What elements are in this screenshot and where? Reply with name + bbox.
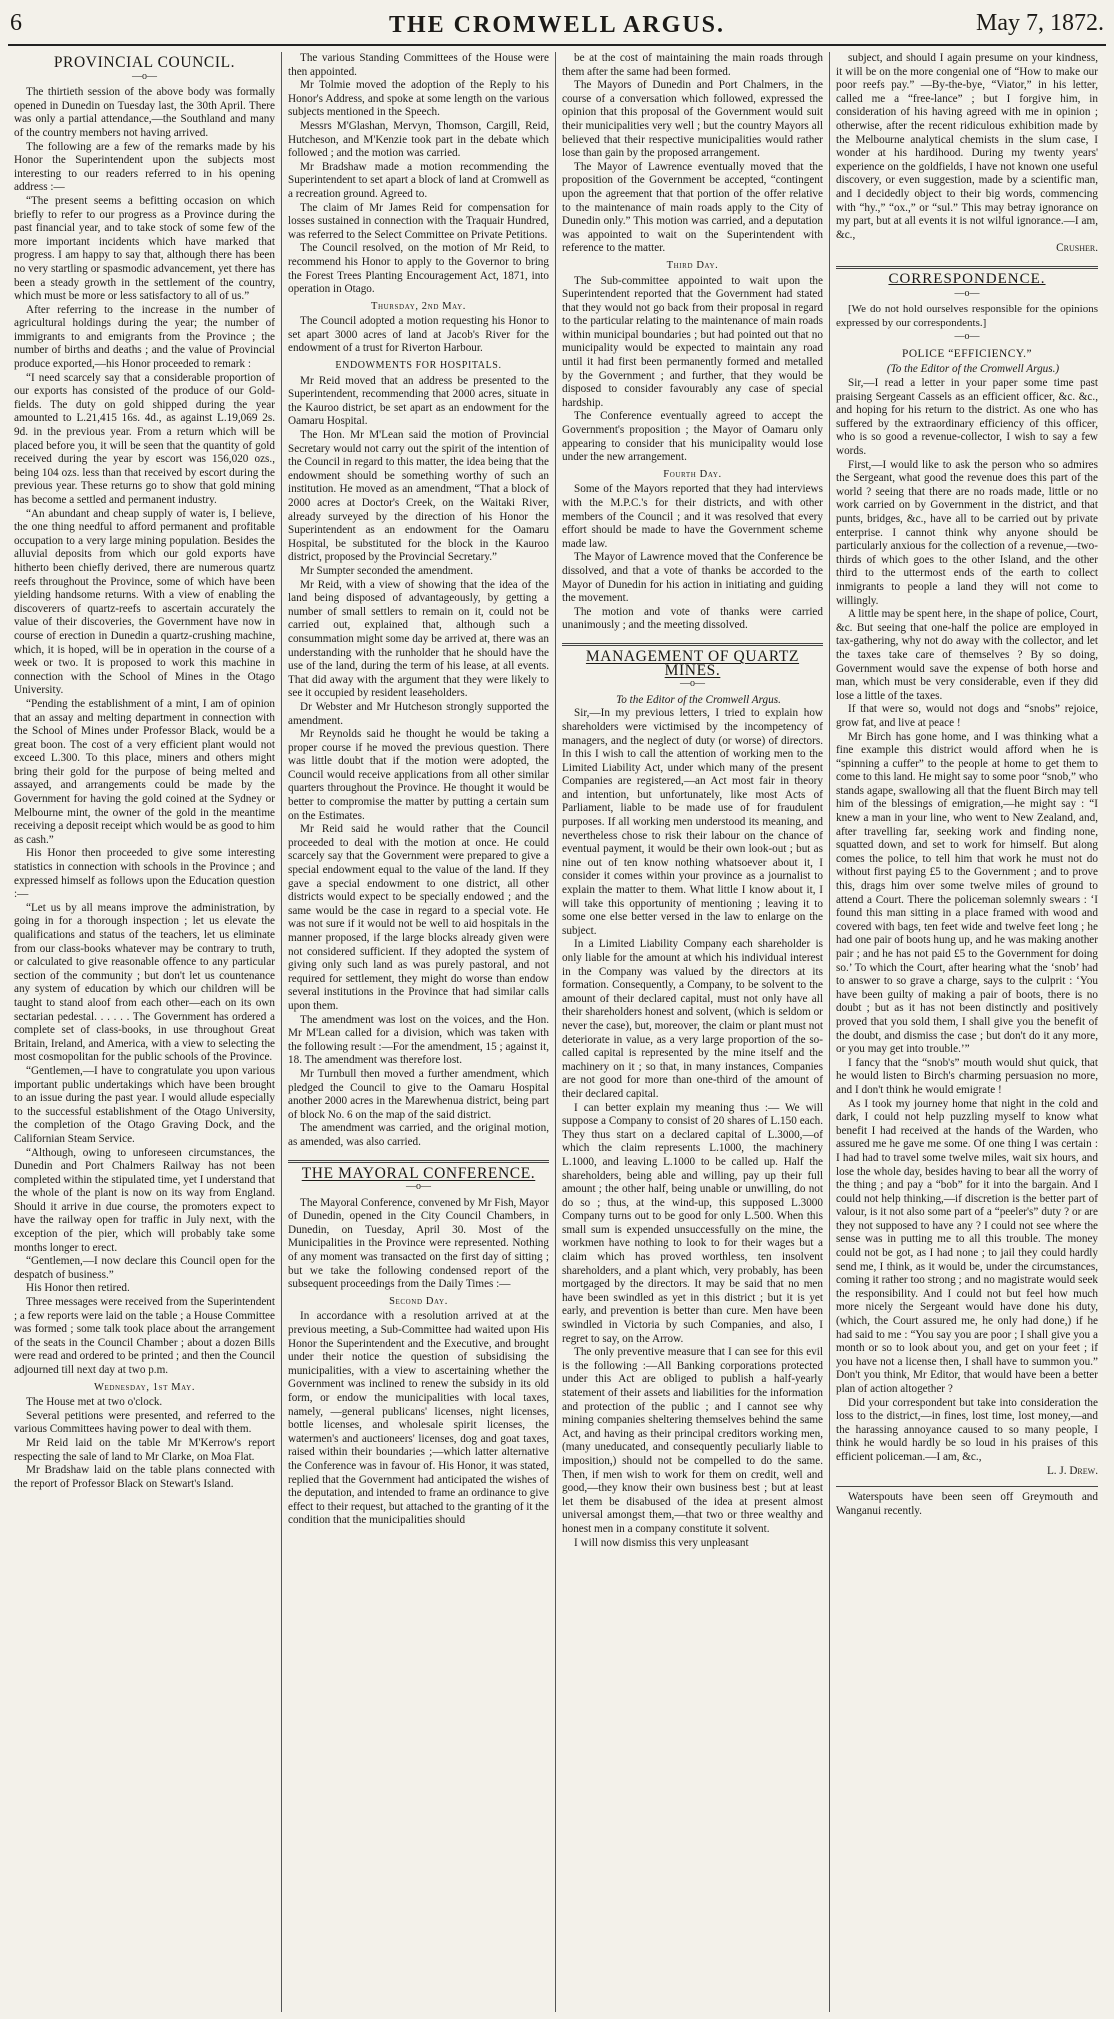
paragraph: “An abundant and cheap supply of water is, I believe, the one thing needful to afford permanent and profitable occupation to a very large mining population. Besides the alluvial deposits from which our gold exports have hitherto been chiefly derived, there are numerous quartz reefs throughout the Province, some of which have been yielding handsome returns. With a view of enabling the discoverers of quartz-reefs to ascertain accurately the value of their discoveries, the Government have now in course of erection in Dunedin a quartz-crushing machine, which, it is hoped, will be in operation in the course of a week or two. It is proposed to work this machine in connection with the School of Mines in the Otago University. — [14, 507, 275, 697]
paragraph: The amendment was lost on the voices, and the Hon. Mr M'Lean called for a division, which was taken with the following result :—For the amendment, 15 ; against it, 18. The amendment was therefore lost. — [288, 1013, 549, 1067]
provincial-council-heading: PROVINCIAL COUNCIL. — [53, 54, 236, 71]
to-the-editor: To the Editor of the Cromwell Argus. — [616, 693, 781, 706]
drew-signature: L. J. Drew. — [1046, 1464, 1098, 1477]
paragraph: Mr Bradshaw laid on the table plans connected with the report of Professor Black on Stewart's Island. — [14, 1464, 275, 1490]
paragraph: The Sub-committee appointed to wait upon the Superintendent reported that the Government had stated that they would not go back from their proposal in regard to the particular relating to the maintenance of main roads within municipal boundaries ; but had pointed out that no municipality would be expected to maintain any road until it had first been permanently formed and metalled by the Government ; and further, that they would be disposed to consider favourably any case of special hardship. — [562, 274, 823, 409]
paragraph: The claim of Mr James Reid for compensation for losses sustained in connection with the Traquair Hundred, was referred to the Select Committee on Private Petitions. — [288, 201, 549, 241]
paragraph: Mr Birch has gone home, and I was thinking what a fine example this district would afford when he is “spinning a cuffer” to the people at home to get them to come to this land. He might say to some poor “snob,” who stands agape, swallowing all that the fluent Birch may tell him of the blessings of emigration,—he might say : “I knew a man in your line, who went to New Zealand, and, after travelling far, seeking work and finding none, squatted down, and set to work for himself. But along comes the police, to tell him that work he must not do without first paying £5 to the Government ; and to prove this, drags him over some twelve miles of ground to attend a Court. There the policeman solemnly swears : ‘I found this man sitting in a place framed with wood and covered with bags, ten feet wide and twelve feet long ; he had one pair of boots hung up, and he was making another pair ; and he has not paid £5 to the Government for doing so.’ To which the Court, after hearing what the ‘snob’ had to answer to so grave a charge, says to the culprit : ‘You have been guilty of making a pair of boots, there is no doubt ; but as it has not been distinctly and positively proved that you sold them, I shall give you the benefit of the doubt, and dismiss the case ; but don't do it any more, or you may get into trouble.’” — [836, 730, 1098, 1056]
paragraph: I can better explain my meaning thus :— We will suppose a Company to consist of 20 shares of L.150 each. They thus start on a declared capital of L.3000,—of which the claim represents L.1000, the machinery L.1000, and leaving L.1000 to be called up. Half the shareholders, being able and willing, pay up their full amount ; the other half, being unable or unwilling, do not do so ; thus, at the wind-up, this supposed L.3000 Company turns out to be good for only L.500. When this small sum is expended unsuccessfully on the mine, the workmen have nothing to look to for their wages but a claim which has proved worthless, ten insolvent shareholders, and a plant which, very probably, has been mortgaged by the directors. It may be said that no men have been swindled as yet in this district ; but it is yet early, and prevention is better than cure. Men have been swindled in Victoria by such Companies, and also, I regret to say, on the Arrow. — [562, 1101, 823, 1345]
fourth-day-heading: Fourth Day. — [663, 468, 722, 480]
paragraph: The Mayoral Conference, convened by Mr Fish, Mayor of Dunedin, opened in the City Council Chambers, in Dunedin, on Tuesday, April 30. Most of the Municipalities in the Province were represented. Nothing of any moment was transacted on the first day of sitting ; but we take the following condensed report of the subsequent proceedings from the Daily Times :— — [288, 1196, 549, 1291]
divider: —o— — [680, 678, 705, 690]
paragraph: The Council resolved, on the motion of Mr Reid, to recommend his Honor to apply to the Governor to bring the Forest Trees Planting Encouragement Act, 1871, into operation in Otago. — [288, 242, 549, 296]
page-number: 6 — [10, 10, 22, 36]
column-3 — [556, 52, 830, 2012]
endowments-heading: ENDOWMENTS FOR HOSPITALS. — [335, 360, 502, 372]
paragraph: The Conference eventually agreed to accept the Government's proposition ; the Mayor of Oamaru only appearing to consider that his municipality would lose under the new arrangement. — [562, 410, 823, 464]
paragraph: “Pending the establishment of a mint, I am of opinion that an assay and melting department in connection with the School of Mines under Professor Black, would be a great boon. The cost of a very efficient plant would not exceed L.300. To this place, miners and others might bring their gold for the purpose of being melted and assayed, and arrangements could be made by the Government for having the gold coined at the Sydney or Melbourne mint, the owner of the gold in the meantime receiving a deposit receipt which would be as good to him as cash.” — [14, 697, 275, 846]
letter-continued-body — [836, 52, 1098, 242]
paragraph: His Honor then proceeded to give some interesting statistics in connection with schools in the Province ; and expressed himself as follows upon the Education question :— — [14, 847, 275, 901]
mayoral-conference-heading: THE MAYORAL CONFERENCE. — [301, 1164, 536, 1182]
paragraph: Mr Sumpter seconded the amendment. — [300, 564, 474, 577]
newspaper-title: THE CROMWELL ARGUS. — [388, 12, 726, 38]
divider: —o— — [954, 331, 980, 343]
committees-body — [288, 52, 549, 297]
paragraph: First,—I would like to ask the person who so admires the Sergeant, what good the revenue does this part of the world ? seeing that there are no roads made, little or no work carried on by Government in the district, and that punts, bridges, &c., have all to be carried out by private enterprise. I cannot think why anyone should be particularly anxious for the collection of a revenue,—two-thirds of which goes to the other Island, and the other third to the uttermost ends of the earth to collect inmigrants to people a land they will not come to willingly. — [836, 458, 1098, 607]
mayoral-body — [288, 1197, 549, 1292]
paragraph: Some of the Mayors reported that they had interviews with the M.P.C.'s for their districts, and with other members of the Council ; and it was resolved that every effort should be made to have the Government scheme made law. — [562, 483, 823, 550]
thursday-body — [288, 315, 549, 356]
divider: —o— — [954, 287, 980, 299]
paragraph: In a Limited Liability Company each shareholder is only liable for the amount at which his individual interest in the Company was valued by the directors at its formation. Consequently, a Company, to be solvent to the amount of their declared capital, must not only have all their shareholders honest and solvent, (which is seldom or never the case), but, moreover, the claim or plant must not deteriorate in value, as a very large proportion of the so-called capital is represented by the mine itself and the machinery on it ; so that, in many instances, Companies are not good for more than one-third of the amount of their declared capital. — [562, 938, 823, 1100]
paragraph: The Council adopted a motion requesting his Honor to set apart 3000 acres of land at Jacob's River for the endowment of a trust for Riverton Harbour. — [288, 315, 549, 355]
paragraph: Messrs M'Glashan, Mervyn, Thomson, Cargill, Reid, Hutcheson, and M'Kenzie took part in the debate which followed ; and the motion was carried. — [288, 119, 549, 160]
to-the-editor: (To the Editor of the Cromwell Argus.) — [886, 363, 1060, 376]
paragraph: The only preventive measure that I can see for this evil is the following :—All Banking corporations protected under this Act are obliged to publish a half-yearly statement of their assets and liabilities for the information and protection of the public ; and I cannot see why mining companies sheltering themselves behind the same Act, and having as their principal creditors working men, (many uneducated, and consequently peculiarly liable to imposition,) should not be compelled to do the same. Then, if men wish to work for them on credit, well and good,—they know their own business best ; but at least let them be disabused of the idea at present almost universal amongst them,—that two or three wealthy and honest men in a company constitute it solvent. — [562, 1346, 823, 1535]
paragraph: The Mayor of Lawrence moved that the Conference be dissolved, and that a vote of thanks be accorded to the Mayor of Dunedin for his action in initiating and guiding the movement. — [562, 551, 823, 605]
paragraph: A little may be spent here, in the shape of police, Court, &c. But seeing that one-half the police are employed in tax-gathering, why not do away with the collector, and let the taxes take care of themselves ? By so doing, Government would save the expense of both horse and man, which must be very considerable, even if they did lose a little of the taxes. — [836, 608, 1098, 702]
correspondence-heading: CORRESPONDENCE. — [888, 270, 1046, 287]
disclaimer: [We do not hold ourselves responsible for the opinions expressed by our correspondents.] — [836, 303, 1098, 329]
paragraph: “The present seems a befitting occasion on which briefly to refer to our progress as a Province during the past financial year, and to take stock of some few of the more important incidents which have marked that progress. I am happy to say that, although there has been no very startling or spasmodic advancement, yet there has been a steady growth in the settlement of the country, which must be more or less satisfactory to all of us.” — [14, 194, 275, 303]
crusher-signature: Crusher. — [1056, 242, 1098, 255]
paragraph: “I need scarcely say that a considerable proportion of our exports has consisted of the produce of our Gold-fields. The duty on gold shipped during the year amounted to L.21,415 16s. 4d., as against L.19,069 2s. 9d. in the previous year. From a return which will be placed before you, it will be seen that the quantity of gold received during the year by escort was 156,020 ozs., being 104 ozs. less than that received by escort during the previous year. These returns go to show that gold mining has become a settled and permanent industry. — [14, 371, 275, 506]
conference-continued-body — [562, 52, 823, 256]
paragraph: In accordance with a resolution arrived at at the previous meeting, a Sub-Committee had waited upon His Honor the Superintendent and the Executive, and brought under their notice the question of subsidising the municipalities, with a view to ascertaining whether the Government was inclined to renew the subsidy in its old form, or endow the municipalities with local taxes, namely, —general publicans' licenses, night licenses, bottle licenses, and wholesale spirit licenses, the watermen's and auctioneers' licenses, dog and goat taxes, raised within their boundaries ;—which latter alternative the Conference was in favour of. His Honor, it was stated, replied that the Government had anticipated the wishes of the deputation, and intended to frame an ordinance to give effect to their request, but attached to the granting of it the condition that the municipalities should — [288, 1310, 549, 1527]
paragraph: The Mayor of Lawrence eventually moved that the proposition of the Government be accepted, “contingent upon the agreement that that portion of the offer relative to the maintenance of main roads apply to the City of Dunedin only.” This motion was carried, and a deputation was appointed to wait on the Superintendent with reference to the matter. — [562, 160, 823, 255]
columns — [8, 52, 1106, 2012]
fourth-day-body — [562, 483, 823, 633]
second-day-body — [288, 1310, 549, 1528]
paragraph: As I took my journey home that night in the cold and dark, I could not help puzzling myself to know what benefit I had received at the hands of the Warden, who assured me he gave me some. Of one thing I was certain : I had had to travel some twelve miles, wait six hours, and lose the whole day, besides having to bear all the worry of the thing ; and pay a “bob” for it into the bargain. And I could not help thinking,—if discretion is the better part of valour, is it not also some part of a “peeler's” duty ? or are they not supposed to have any ? I could not see where the sense was in putting me to all this trouble. The money could not be got, as I had none ; to jail they could hardly send me, I think, as it would be, under the circumstances, coming it rather too strong ; and no magistrate would seek the responsibility. And I could not but feel how much more nicely the Sergeant would have done his duty, (which, the Court assured me, he only had done,) if he had said to me : “You say you are poor ; I shall give you a month or so to look about you, and get on your feet ; if you have not a license then, I shall have to summon you.” Don't you think, Mr Editor, that would have been a better plan of action altogether ? — [836, 1097, 1098, 1395]
paragraph: Sir,—I read a letter in your paper some time past praising Sergeant Cassels as an efficient officer, &c. &c., and hoping for his return to the district. As one who has suffered by the extraordinary efficiency of this officer, who is so good a revenue-collector, I wish to say a few words. — [836, 377, 1098, 458]
thursday-heading: Thursday, 2nd May. — [370, 300, 467, 312]
paragraph: The Mayors of Dunedin and Port Chalmers, in the course of a conversation which followed, expressed the opinion that this proposal of the Government would suit their municipalities very well ; but the country Mayors all believed that their respective municipalities would rather lose than gain by the proposed arrangement. — [562, 79, 823, 160]
paragraph: The motion and vote of thanks were carried unanimously ; and the meeting dissolved. — [562, 605, 823, 632]
issue-date: May 7, 1872. — [976, 10, 1104, 36]
paragraph: I fancy that the “snob's” mouth would shut quick, that he would listen to Birch's charming persuasion no more, and I don't think he would emigrate ! — [836, 1056, 1098, 1096]
police-letter-body — [836, 377, 1098, 1465]
paragraph: Mr Reynolds said he thought he would be taking a proper course if he moved the previous question. There was little doubt that if the motion were adopted, the Council would receive applications from all other similar quarters throughout the Province. He thought it would be better to compromise the matter by putting a certain sum on the Estimates. — [288, 728, 549, 822]
paragraph: Mr Reid moved that an address be presented to the Superintendent, recommending that 2000 acres, situate in the Kauroo district, be set apart as an endowment for the Oamaru Hospital. — [288, 374, 549, 428]
paragraph: Three messages were received from the Superintendent ; a few reports were laid on the table ; a House Committee was formed ; some talk took place about the arrangement of the seats in the Council Chamber ; about a dozen Bills were read and ordered to be printed ; and then the Council adjourned till next day at two p.m. — [14, 1296, 275, 1376]
paragraph: Dr Webster and Mr Hutcheson strongly supported the amendment. — [288, 700, 549, 727]
paragraph: The following are a few of the remarks made by his Honor the Superintendent upon the subjects most interesting to our readers referred to in his opening address :— — [14, 140, 275, 194]
section-rule — [562, 643, 823, 646]
paragraph: After referring to the increase in the number of agricultural holdings during the year; the number of immigrants to and emigrants from the Province ; the number of births and deaths ; and the value of Provincial produce exported,—his Honor proceeded to remark : — [14, 303, 275, 371]
section-rule — [836, 266, 1098, 269]
paragraph: be at the cost of maintaining the main roads through them after the same had been formed. — [562, 52, 823, 78]
paragraph: Several petitions were presented, and referred to the various Committees having power to deal with them. — [14, 1409, 275, 1436]
paragraph: Sir,—In my previous letters, I tried to explain how shareholders were victimised by the incompetency of managers, and the neglect of duty (or worse) of directors. In this I wish to call the attention of working men to the Limited Liability Act, under which many of the present Companies are registered,—an Act most fair in theory and intention, but unfortunately, like most Acts of Parliament, liable to be made use of for fraudulent purposes. If all working men understood its meaning, and nevertheless chose to risk their labour on the chance of eventual payment, it would be their own look-out ; but as nine out of ten know nothing whatsoever about it, I consider it comes within your province as a journalist to explain the matter to them. What little I know about it, I will take this opportunity of mentioning ; leaving it to some one else better versed in the law to enlarge on the subject. — [562, 707, 823, 937]
paragraph: Did your correspondent but take into consideration the loss to the district,—in fines, lost time, lost money,—and the harassing annoyance caused to so many people, I think he would hardly be so loud in his praises of this efficient policeman.—I am, &c., — [836, 1396, 1098, 1463]
endowments-body — [288, 375, 549, 1150]
paragraph: The amendment was carried, and the original motion, as amended, was also carried. — [288, 1122, 549, 1148]
waterspouts-note: Waterspouts have been seen off Greymouth and Wanganui recently. — [836, 1491, 1098, 1517]
paragraph: subject, and should I again presume on your kindness, it will be on the more congenial one of “How to make our poor reefs pay.” —By-the-bye, “Viator,” in his letter, called me a “free-lance” ; but I forgive him, in consideration of his having agreed with me in opinion ; otherwise, after the recent ridiculous exhibition made by the Melbourne analytical chemists in the slum case, I wonder at his hardihood. During my twenty years' experience on the goldfields, I have not known one useful discovery, or even suggestion, made by a scientific man, and I decidedly object to their big words, commencing with “hy.,” “ox.,” or “sul.” This may betray ignorance on my part, but at all events it is not wilful ignorance.—I am, &c., — [836, 52, 1098, 241]
masthead — [8, 8, 1106, 46]
paragraph: Mr Reid said he would rather that the Council proceeded to deal with the motion at once. He could scarcely say that the Government were prepared to give a special endowment equal to the value of the land. If they gave a special endowment to one district, all other districts would expect to be specially endowed ; and the same would be the case in regard to a special vote. He was not sure if it would not be well to aid hospitals in the manner proposed, if the large blocks already given were not considered sufficient. If they adopted the system of giving only such land as was purely pastoral, and not required for settlement, they might do worse than endow several institutions in the Province that had similar calls upon them. — [288, 823, 549, 1012]
paragraph: Mr Reid laid on the table Mr M'Kerrow's report respecting the sale of land to Mr Clarke, on Moa Flat. — [14, 1436, 275, 1463]
paragraph: “Gentlemen,—I now declare this Council open for the despatch of business.” — [14, 1255, 275, 1281]
column-4 — [830, 52, 1104, 2012]
paragraph: Mr Tolmie moved the adoption of the Reply to his Honor's Address, and spoke at some length on the various subjects mentioned in the Speech. — [288, 79, 549, 119]
second-day-heading: Second Day. — [389, 1295, 448, 1307]
quartz-mines-body — [562, 707, 823, 1550]
paragraph: His Honor then retired. — [26, 1282, 130, 1295]
paragraph: “Although, owing to unforeseen circumstances, the Dunedin and Port Chalmers Railway has not been completed within the stipulated time, yet I understand that the whole of the plant is now on its way from England. Should it arrive in due course, the promoters expect to have the railway open for traffic in July next, with the exception of the pier, which will probably take some months longer to erect. — [14, 1146, 275, 1254]
wednesday-body — [14, 1396, 275, 1491]
third-day-body — [562, 275, 823, 465]
paragraph: The Hon. Mr M'Lean said the motion of Provincial Secretary would not carry out the spirit of the intention of the Council in regard to this matter, the idea being that the endowment should be something worthy of such an institution. He moved as an amendment, “That a block of 2000 acres at Doctor's Creek, on the Waitaki River, already surveyed by the direction of his Honor the Superintendent as an endowment for the Oamaru Hospital, be substituted for the block in the Kauroo district, proposed by the Provincial Secretary.” — [288, 429, 549, 564]
paragraph: I will now dismiss this very unpleasant — [574, 1536, 749, 1549]
third-day-heading: Third Day. — [666, 259, 719, 271]
paragraph: Mr Reid, with a view of showing that the idea of the land being disposed of advantageously, by getting a number of small settlers to remain on it, could not be carried out, explained that, although such a consummation might some day be arrived at, there was an understanding with the runholder that he should have the use of the land, during the term of his lease, at all events. That did away with the argument that they were likely to see it occupied by resident leaseholders. — [288, 578, 549, 700]
quartz-mines-heading: MANAGEMENT OF QUARTZ MINES. — [585, 647, 800, 679]
paragraph: Mr Bradshaw made a motion recommending the Superintendent to set apart a block of land at Cromwell as a recreation ground. Agreed to. — [288, 160, 549, 200]
paragraph: “Gentlemen,—I have to congratulate you upon various important public undertakings which have been brought to an issue during the past year. I would allude especially to the successful establishment of the Otago University, the completion of the Otago Graving Dock, and the Californian Steam Service. — [14, 1064, 275, 1145]
section-rule — [836, 1486, 1098, 1487]
divider: —o— — [132, 70, 157, 82]
paragraph: The thirtieth session of the above body was formally opened in Dunedin on Tuesday last, the 30th April. There was only a partial attendance,—the Southland and many of the country members not having arrived. — [14, 86, 275, 139]
police-efficiency-heading: POLICE “EFFICIENCY.” — [901, 347, 1033, 360]
paragraph: If that were so, would not dogs and “snobs” rejoice, grow fat, and live at peace ! — [836, 703, 1098, 729]
paragraph: The House met at two o'clock. — [26, 1396, 163, 1409]
paragraph: “Let us by all means improve the administration, by going in for a thorough inspection ; let us elevate the qualifications and status of the teachers, let us eliminate from our class-books whatever may be contrary to truth, or calculated to give reasonable offence to any particular section of the community ; but don't let us countenance any system of education by which our children will be taught to stand aloof from each other—each on its own sectarian pedestal. . . . . . The Government has ordered a complete set of class-books, in use throughout Great Britain, Ireland, and America, with a view to selecting the most cosmopolitan for the public schools of the Province. — [14, 901, 275, 1064]
column-2 — [282, 52, 556, 2012]
wednesday-heading: Wednesday, 1st May. — [93, 1381, 196, 1393]
divider: —o— — [406, 1181, 431, 1193]
paragraph: Mr Turnbull then moved a further amendment, which pledged the Council to give to the Oamaru Hospital another 2000 acres in the Marewhenua district, being part of block No. 6 on the map of the said district. — [288, 1067, 549, 1121]
column-1 — [8, 52, 282, 2012]
section-rule — [288, 1160, 549, 1163]
paragraph: The various Standing Committees of the House were then appointed. — [288, 52, 549, 78]
provincial-council-body — [14, 86, 275, 1377]
